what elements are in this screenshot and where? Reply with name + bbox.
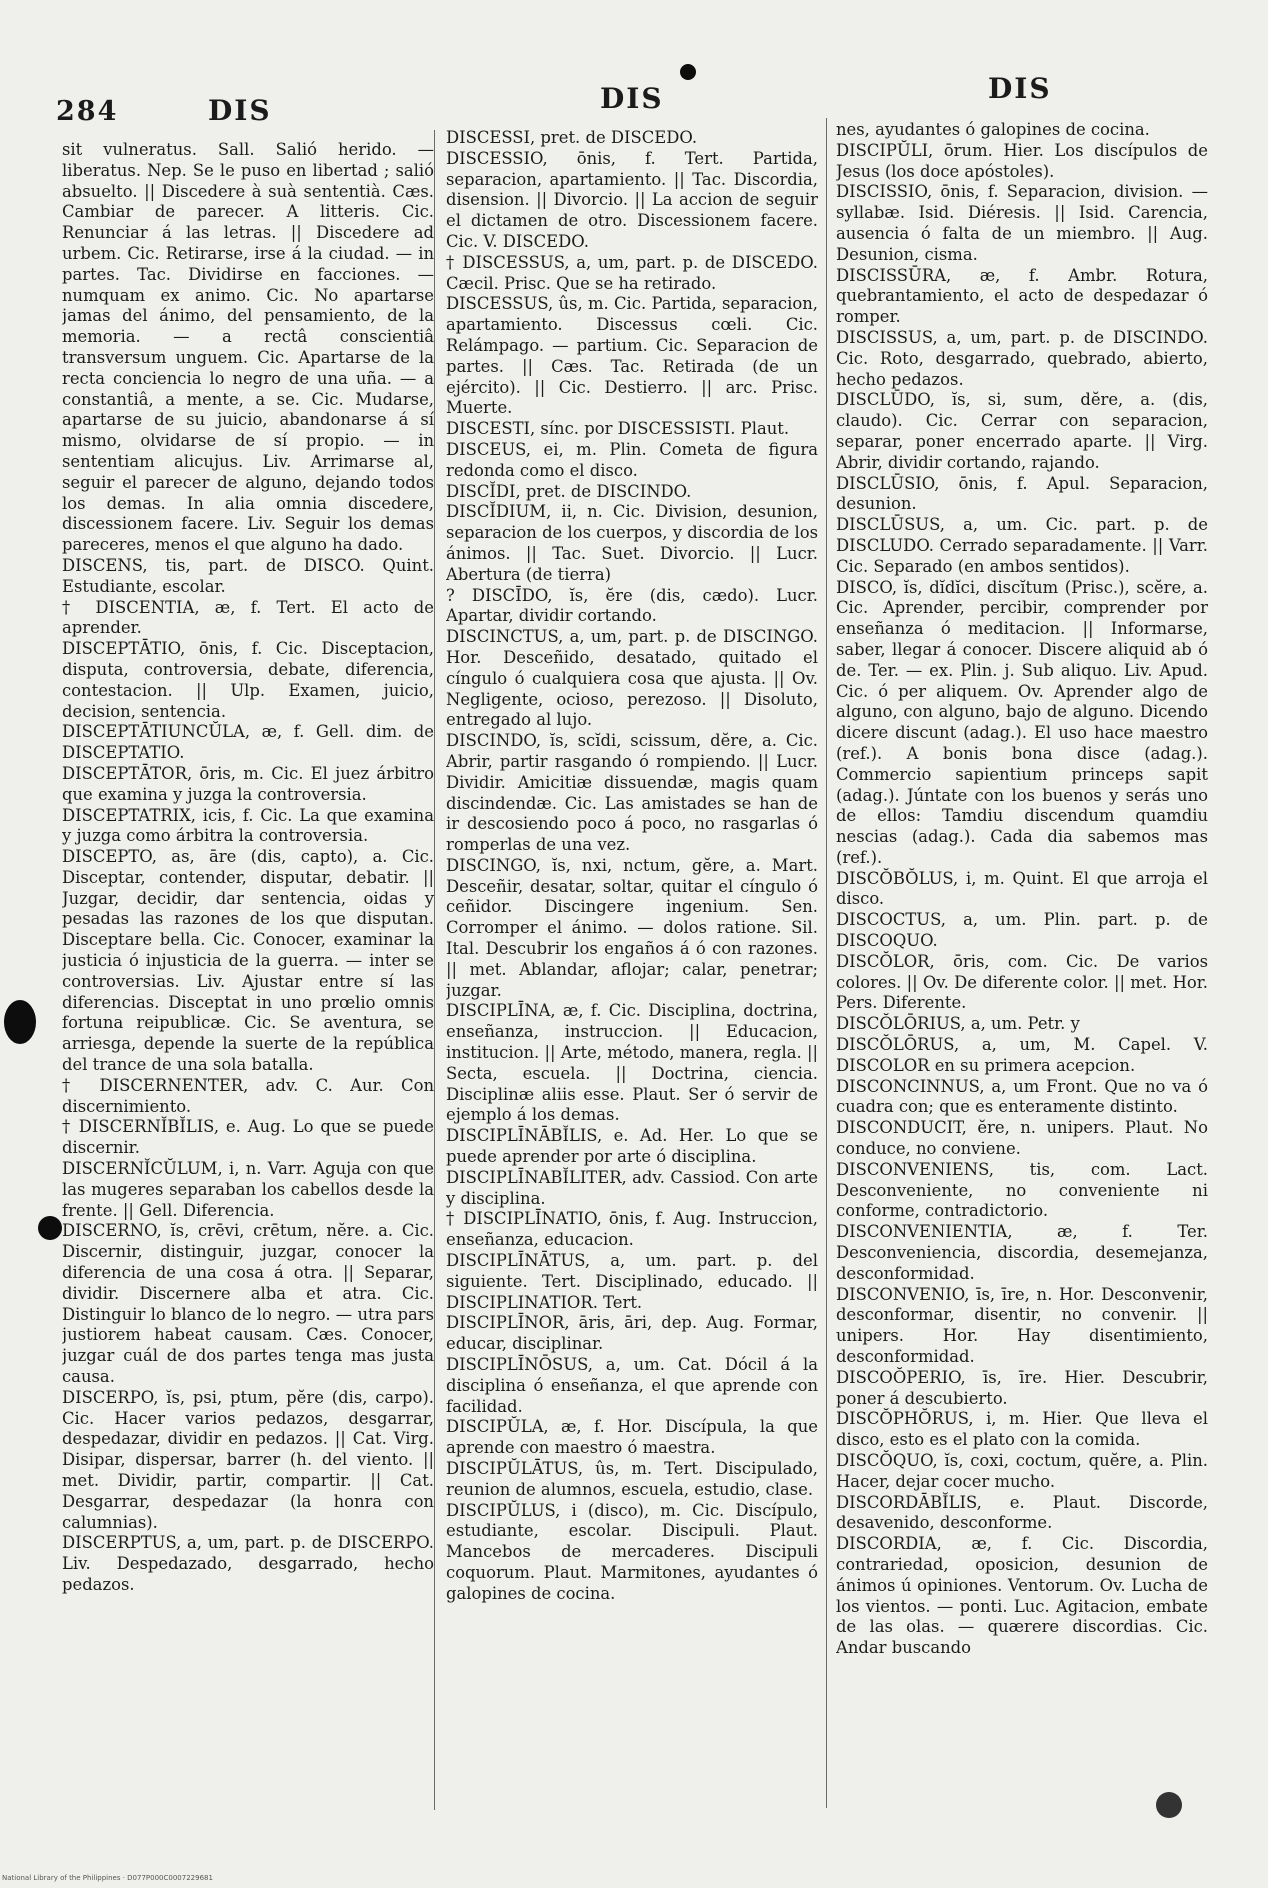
- dictionary-entry: DISCIPLĪNĀBĬLIS, e. Ad. Her. Lo que se puede aprender por arte ó disciplina.: [446, 1126, 818, 1167]
- page-number: 284: [56, 96, 119, 127]
- dictionary-entry: DISCEPTĀTIO, ōnis, f. Cic. Disceptacion, disputa, controversia, debate, diferencia, contestacion. || Ulp. Examen, juicio, decision, sentencia.: [62, 639, 434, 721]
- dictionary-entry: DISCEPTATRIX, icis, f. Cic. La que examina y juzga como árbitra la controversia.: [62, 805, 434, 846]
- dictionary-entry: DISCIPLĪNŌSUS, a, um. Cat. Dócil á la disciplina ó enseñanza, el que aprende con facilidad.: [446, 1355, 818, 1416]
- dictionary-entry: DISCINCTUS, a, um, part. p. de DISCINGO. Hor. Desceñido, desatado, quitado el cíngulo ó cualquiera cosa que ajusta. || Ov. Negligente, ocioso, perezoso. || Disoluto, entregado al lujo.: [446, 627, 818, 730]
- dictionary-entry: DISCIPŬLĀTUS, ûs, m. Tert. Discipulado, reunion de alumnos, escuela, estudio, clase.: [446, 1459, 818, 1499]
- ink-blot: [680, 64, 696, 80]
- dictionary-entry: DISCŎPHŎRUS, i, m. Hier. Que lleva el disco, esto es el plato con la comida.: [836, 1409, 1208, 1450]
- dictionary-entry: DISCISSIO, ōnis, f. Separacion, division. — syllabæ. Isid. Diéresis. || Isid. Carencia, ausencia ó falta de un miembro. || Aug. Desunion, cisma.: [836, 182, 1208, 264]
- dictionary-entry: DISCLŪSIO, ōnis, f. Apul. Separacion, desunion.: [836, 473, 1208, 514]
- dictionary-entry: DISCIPLĪNA, æ, f. Cic. Disciplina, doctrina, enseñanza, instruccion. || Educacion, institucion. || Arte, método, manera, regla. || Secta, escuela. || Doctrina, ciencia. Disciplinæ aliis esse. Plaut. Ser ó servir de ejemplo á los demas.: [446, 1001, 818, 1125]
- dictionary-entry: DISCONVENIENTIA, æ, f. Ter. Desconveniencia, discordia, desemejanza, desconformidad.: [836, 1222, 1208, 1283]
- dictionary-entry: DISCENS, tis, part. de DISCO. Quint. Estudiante, escolar.: [62, 555, 434, 596]
- dictionary-entry: DISCŎLOR, ōris, com. Cic. De varios colores. || Ov. De diferente color. || met. Hor. Pers. Diferente.: [836, 951, 1208, 1013]
- column-divider-left: [434, 130, 435, 1810]
- dictionary-column-middle: [446, 128, 818, 1818]
- dictionary-entry: DISCERNĬCŬLUM, i, n. Varr. Aguja con que las mugeres separaban los cabellos desde la frente. || Gell. Diferencia.: [62, 1159, 434, 1220]
- dictionary-entry: † DISCIPLĪNATIO, ōnis, f. Aug. Instruccion, enseñanza, educacion.: [446, 1209, 818, 1250]
- dictionary-entry: DISCEPTĀTIUNCŬLA, æ, f. Gell. dim. de DISCEPTATIO.: [62, 722, 434, 763]
- dictionary-entry: DISCESTI, sínc. por DISCESSISTI. Plaut.: [446, 419, 790, 439]
- dictionary-entry: nes, ayudantes ó galopines de cocina.: [836, 120, 1150, 139]
- dictionary-entry: DISCO, ĭs, dĭdĭci, discĭtum (Prisc.), scĕre, a. Cic. Aprender, percibir, comprender por enseñanza ó meditacion. || Informarse, saber, llegar á conocer. Discere aliquid ab ó de. Ter. — ex. Plin. j. Sub aliquo. Liv. Apud. Cic. ó per aliquem. Ov. Aprender algo de alguno, con alguno, bajo de alguno. Dicendo dicere discunt (adag.). El uso hace maestro (ref.). A bonis bona disce (adag.). Commercio sapientium princeps sapit (adag.). Júntate con los buenos y serás uno de ellos: Tamdiu discendum quamdiu nescias (adag.). Cada dia sabemos mas (ref.).: [836, 577, 1208, 867]
- dictionary-entry: DISCĬDIUM, ii, n. Cic. Division, desunion, separacion de los cuerpos, y discordia de los ánimos. || Tac. Suet. Divorcio. || Lucr. Abertura (de tierra): [446, 502, 818, 584]
- dictionary-entry: DISCONVENIO, īs, īre, n. Hor. Desconvenir, desconformar, disentir, no convenir. || unipers. Hor. Hay disentimiento, desconformidad.: [836, 1284, 1208, 1367]
- dictionary-entry: DISCERNO, ĭs, crēvi, crētum, nĕre. a. Cic. Discernir, distinguir, juzgar, conocer la diferencia de una cosa á otra. || Separar, dividir. Discernere alba et atra. Cic. Distinguir lo blanco de lo negro. — utra pars justiorem habeat causam. Cæs. Conocer, juzgar cuál de dos partes tenga mas justa causa.: [62, 1221, 434, 1387]
- dictionary-entry: DISCORDĀBĬLIS, e. Plaut. Discorde, desavenido, desconforme.: [836, 1492, 1208, 1533]
- ink-blot: [38, 1216, 62, 1240]
- dictionary-entry: DISCERPTUS, a, um, part. p. de DISCERPO. Liv. Despedazado, desgarrado, hecho pedazos.: [62, 1533, 434, 1594]
- dictionary-entry: DISCŎBŎLUS, i, m. Quint. El que arroja el disco.: [836, 868, 1208, 909]
- dictionary-entry: DISCONCINNUS, a, um Front. Que no va ó cuadra con; que es enteramente distinto.: [836, 1076, 1208, 1117]
- column-divider-right: [826, 118, 827, 1808]
- ink-blot: [4, 1000, 36, 1044]
- dictionary-entry: DISCŎLŌRUS, a, um, M. Capel. V. DISCOLOR en su primera acepcion.: [836, 1035, 1208, 1075]
- dictionary-entry: † DISCERNĬBĬLIS, e. Aug. Lo que se puede discernir.: [62, 1117, 434, 1158]
- dictionary-column-right: [836, 120, 1208, 1820]
- dictionary-entry: DISCOŎPERIO, īs, īre. Hier. Descubrir, poner á descubierto.: [836, 1367, 1208, 1408]
- dictionary-entry: DISCISSŪRA, æ, f. Ambr. Rotura, quebrantamiento, el acto de despedazar ó romper.: [836, 265, 1208, 327]
- dictionary-entry: DISCIPŬLI, ōrum. Hier. Los discípulos de Jesus (los doce apóstoles).: [836, 140, 1208, 181]
- dictionary-entry: ? DISCĪDO, ĭs, ĕre (dis, cædo). Lucr. Apartar, dividir cortando.: [446, 585, 818, 626]
- scan-footer: National Library of the Philippines · D077P000C0007229681: [2, 1874, 213, 1882]
- dictionary-entry: DISCEPTO, as, āre (dis, capto), a. Cic. Disceptar, contender, disputar, debatir. || Juzgar, decidir, dar sentencia, oidas y pesadas las razones de los que disputan. Disceptare bella. Cic. Conocer, examinar la justicia ó injusticia de la guerra. — inter se controversias. Liv. Ajustar entre sí las diferencias. Disceptat in uno prœlio omnis fortuna reipublicæ. Cic. Se aventura, se arriesga, depende la suerte de la república del trance de una sola batalla.: [62, 847, 434, 1075]
- dictionary-entry: DISCORDIA, æ, f. Cic. Discordia, contrariedad, oposicion, desunion de ánimos ú opiniones. Ventorum. Ov. Lucha de los vientos. — ponti. Luc. Agitacion, embate de las olas. — quærere discordias. Cic. Andar buscando: [836, 1534, 1208, 1658]
- dictionary-entry: DISCINGO, ĭs, nxi, nctum, gĕre, a. Mart. Desceñir, desatar, soltar, quitar el cíngulo ó ceñidor. Discingere ingenium. Sen. Corromper el ánimo. — dolos ratione. Sil. Ital. Descubrir los engaños á ó con razones. || met. Ablandar, aflojar; calar, penetrar; juzgar.: [446, 855, 818, 1000]
- dictionary-entry: DISCEUS, ei, m. Plin. Cometa de figura redonda como el disco.: [446, 439, 818, 480]
- dictionary-entry: DISCOCTUS, a, um. Plin. part. p. de DISCOQUO.: [836, 910, 1208, 951]
- dictionary-entry: DISCISSUS, a, um, part. p. de DISCINDO. Cic. Roto, desgarrado, quebrado, abierto, hecho pedazos.: [836, 327, 1208, 389]
- dictionary-entry: DISCONDUCIT, ĕre, n. unipers. Plaut. No conduce, no conviene.: [836, 1118, 1208, 1159]
- dictionary-entry: DISCIPLĪNĀTUS, a, um. part. p. del siguiente. Tert. Disciplinado, educado. || DISCIPLINATIOR. Tert.: [446, 1251, 818, 1312]
- dictionary-entry: sit vulneratus. Sall. Salió herido. — liberatus. Nep. Se le puso en libertad ; salió absuelto. || Discedere à suà sententià. Cæs. Cambiar de parecer. A litteris. Cic. Renunciar á las letras. || Discedere ad urbem. Cic. Retirarse, irse á la ciudad. — in partes. Tac. Dividirse en facciones. — numquam ex animo. Cic. No apartarse jamas del ánimo, del pensamiento, de la memoria. — a rectâ conscientiâ transversum unguem. Cic. Apartarse de la recta conciencia lo negro de una uña. — a constantiâ, a mente, a se. Cic. Mudarse, apartarse de su juicio, abandonarse á sí mismo, olvidarse de sí propio. — in sententiam alicujus. Liv. Arrimarse al, seguir el parecer de alguno, dejando todos los demas. In alia omnia discedere, discessionem facere. Liv. Seguir los demas pareceres, menos el que alguno ha dado.: [62, 140, 434, 555]
- dictionary-entry: DISCONVENIENS, tis, com. Lact. Desconveniente, no conveniente ni conforme, contradictorio.: [836, 1159, 1208, 1221]
- dictionary-entry: DISCLŪSUS, a, um. Cic. part. p. de DISCLUDO. Cerrado separadamente. || Varr. Cic. Separado (en ambos sentidos).: [836, 515, 1208, 576]
- dictionary-entry: DISCERPO, ĭs, psi, ptum, pĕre (dis, carpo). Cic. Hacer varios pedazos, desgarrar, despedazar, dividir en pedazos. || Cat. Virg. Disipar, dispersar, barrer (h. del viento. || met. Dividir, partir, compartir. || Cat. Desgarrar, despedazar (la honra con calumnias).: [62, 1387, 434, 1532]
- dictionary-entry: † DISCESSUS, a, um, part. p. de DISCEDO. Cæcil. Prisc. Que se ha retirado.: [446, 252, 818, 293]
- running-header-left: DIS: [208, 94, 272, 127]
- dictionary-entry: DISCINDO, ĭs, scĭdi, scissum, dĕre, a. Cic. Abrir, partir rasgando ó rompiendo. || Lucr. Dividir. Amicitiæ dissuendæ, magis quam discindendæ. Cic. Las amistades se han de ir descosiendo poco á poco, no rasgarlas ó romperlas de una vez.: [446, 731, 818, 855]
- dictionary-entry: DISCIPŬLUS, i (disco), m. Cic. Discípulo, estudiante, escolar. Discipuli. Plaut. Mancebos de mercaderes. Discipuli coquorum. Plaut. Marmitones, ayudantes ó galopines de cocina.: [446, 1500, 818, 1603]
- dictionary-entry: DISCEPTĀTOR, ōris, m. Cic. El juez árbitro que examina y juzga la controversia.: [62, 763, 434, 804]
- dictionary-entry: DISCESSI, pret. de DISCEDO.: [446, 128, 698, 147]
- dictionary-column-left: [62, 140, 434, 1810]
- dictionary-entry: DISCESSIO, ōnis, f. Tert. Partida, separacion, apartamiento. || Tac. Discordia, disension. || Divorcio. || La accion de seguir el dictamen de otro. Discessionem facere. Cic. V. DISCEDO.: [446, 148, 818, 251]
- dictionary-entry: † DISCERNENTER, adv. C. Aur. Con discernimiento.: [62, 1075, 434, 1116]
- dictionary-entry: DISCIPLĪNABĬLITER, adv. Cassiod. Con arte y disciplina.: [446, 1167, 818, 1208]
- running-header-middle: DIS: [600, 82, 664, 115]
- running-header-right: DIS: [988, 72, 1052, 105]
- dictionary-entry: DISCIPLĪNOR, āris, āri, dep. Aug. Formar, educar, disciplinar.: [446, 1313, 818, 1354]
- dictionary-entry: † DISCENTIA, æ, f. Tert. El acto de aprender.: [62, 597, 434, 638]
- dictionary-entry: DISCĬDI, pret. de DISCINDO.: [446, 481, 692, 501]
- dictionary-entry: DISCESSUS, ûs, m. Cic. Partida, separacion, apartamiento. Discessus cœli. Cic. Relámpago. — partium. Cic. Separacion de partes. || Cæs. Tac. Retirada (de un ejército). || Cic. Destierro. || arc. Prisc. Muerte.: [446, 294, 818, 418]
- ink-blot: [1156, 1792, 1182, 1818]
- dictionary-entry: DISCIPŬLA, æ, f. Hor. Discípula, la que aprende con maestro ó maestra.: [446, 1417, 818, 1458]
- dictionary-entry: DISCLŪDO, ĭs, si, sum, dĕre, a. (dis, claudo). Cic. Cerrar con separacion, separar, poner encerrado aparte. || Virg. Abrir, dividir cortando, rajando.: [836, 390, 1208, 472]
- dictionary-entry: DISCŎLŌRIUS, a, um. Petr. y: [836, 1014, 1080, 1034]
- dictionary-entry: DISCŎQUO, ĭs, coxi, coctum, quĕre, a. Plin. Hacer, dejar cocer mucho.: [836, 1451, 1208, 1491]
